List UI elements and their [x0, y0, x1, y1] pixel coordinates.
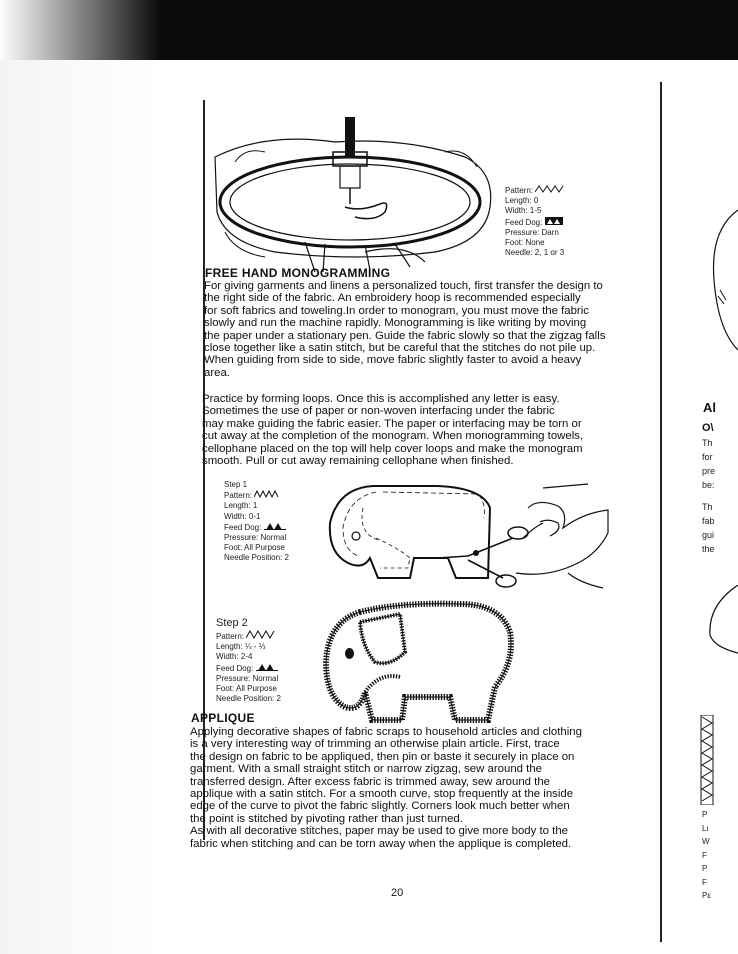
- spec-width: Width: 1-5: [505, 206, 542, 216]
- monogram-paragraph-1: [204, 280, 616, 379]
- spec-foot: Foot: None: [505, 238, 545, 248]
- spec-needle: Needle Position: 2: [224, 553, 289, 563]
- elephant-cutout-illustration: [318, 478, 610, 596]
- spec-foot: Foot: All Purpose: [216, 684, 277, 694]
- text-fragment: Th: [702, 438, 713, 448]
- text-line: the right side of the fabric. An embroidery hoop is recommended especially: [204, 292, 581, 305]
- text-line: cellophane placed on the top will help cover loops and make the monogram: [202, 442, 583, 455]
- text-fragment: Pε: [702, 891, 711, 900]
- text-line: For giving garments and linens a personalized touch, first transfer the design to: [204, 280, 603, 292]
- text-fragment: F: [702, 877, 707, 887]
- text-fragment: P: [702, 810, 708, 819]
- text-line: garment. With a small straight stitch or narrow zigzag, sew around the: [190, 763, 542, 776]
- text-line: the paper under a stationary pen. Guide the fabric slowly so that the zigzag falls: [204, 329, 606, 342]
- section-heading-applique: APPLIQUE: [191, 711, 255, 725]
- page-number: 20: [391, 887, 404, 899]
- text-fragment: be:: [702, 480, 715, 490]
- text-line: is a very interesting way of trimming an otherwise plain article. First, trace: [190, 738, 560, 751]
- text-line: the design on fabric to be appliqued, then pin or baste it securely in place on: [190, 750, 575, 763]
- scan-corner-fade: [0, 0, 160, 60]
- text-fragment: gui: [702, 530, 715, 540]
- text-line: As with all decorative stitches, paper may be used to give more body to the: [190, 825, 568, 838]
- next-page-stitch-sample: [700, 715, 714, 805]
- spec-feed-dog: Feed Dog:: [224, 522, 262, 532]
- spec-needle: Needle Position: 2: [216, 694, 281, 704]
- spec-feed-dog: Feed Dog:: [216, 663, 254, 673]
- spec-pressure: Pressure: Normal: [216, 673, 279, 683]
- text-line: Sometimes the use of paper or non-woven interfacing under the fabric: [202, 405, 555, 418]
- text-line: the point is stitched by pivoting rather than just turned.: [190, 812, 463, 825]
- spec-length: Length: 1: [224, 501, 258, 511]
- text-fragment: the: [702, 544, 715, 554]
- next-page-illustration-fragment: [700, 585, 738, 655]
- step1-settings: [224, 480, 289, 564]
- text-line: close together like a satin stitch, but be careful that the stitches do not pile up.: [204, 342, 596, 355]
- text-line: transferred design. After excess fabric is trimmed away, sew around the: [190, 775, 551, 788]
- spec-needle: Needle: 2, 1 or 3: [505, 248, 565, 258]
- zigzag-pattern-icon: [246, 630, 278, 639]
- text-fragment: P: [702, 864, 708, 873]
- step-title: Step 2: [216, 617, 248, 629]
- monogram-paragraph-2: [202, 393, 614, 467]
- text-line: for soft fabrics and toweling.In order to monogram, you must move the fabric: [204, 304, 589, 317]
- spec-foot: Foot: All Purpose: [224, 543, 285, 553]
- text-line: When guiding from side to side, move fabric slightly faster to avoid a heavy: [204, 354, 582, 367]
- step-title: Step 1: [224, 480, 248, 489]
- next-page-heading: Al: [703, 400, 716, 415]
- text-line: Practice by forming loops. Once this is accomplished any letter is easy.: [202, 393, 560, 405]
- text-fragment: pre: [702, 466, 716, 476]
- text-line: cut away at the completion of the monogram. When monogramming towels,: [202, 430, 584, 443]
- spec-length: Length: ¼ - ⅓: [216, 642, 266, 652]
- spec-pattern: Pattern:: [224, 491, 253, 501]
- text-line: applique with a satin stitch. For a smooth curve, stop frequently at the inside: [190, 788, 574, 801]
- monogram-settings: [505, 185, 565, 258]
- section-heading-monogramming: FREE HAND MONOGRAMMING: [205, 266, 391, 280]
- text-line: area.: [204, 366, 230, 379]
- spec-length: Length: 0: [505, 196, 539, 206]
- text-line: may make guiding the fabric easier. The paper or interfacing may be torn or: [202, 417, 582, 430]
- text-line: fabric when stitching and can be torn away when the applique is completed.: [190, 837, 572, 850]
- next-page-text-fragments: [702, 436, 715, 556]
- text-fragment: W: [702, 837, 710, 846]
- scan-left-margin: [0, 60, 160, 954]
- text-line: slowly and run the machine rapidly. Monogramming is like writing by moving: [204, 317, 587, 330]
- satin-stitch-elephant-illustration: [320, 592, 525, 732]
- spec-pressure: Pressure: Darn: [505, 227, 559, 237]
- text-line: edge of the curve to pivot the fabric slightly. Corners look much better when: [190, 800, 570, 813]
- spec-pattern: Pattern:: [216, 632, 245, 641]
- spec-width: Width: 0-1: [224, 511, 261, 521]
- text-line: smooth. Pull or cut away remaining cellophane when finished.: [202, 455, 514, 468]
- zigzag-pattern-icon: [254, 490, 280, 498]
- page-fold-line: [660, 82, 662, 942]
- feed-dog-down-icon: [545, 217, 563, 225]
- next-page-illustration-fragment: [700, 200, 738, 360]
- step2-settings: [216, 617, 281, 704]
- spec-pattern: Pattern:: [505, 186, 534, 195]
- next-page-subheading: O\: [702, 422, 714, 434]
- feed-dog-up-icon: [264, 522, 286, 530]
- text-fragment: Lı: [702, 823, 709, 833]
- spec-pressure: Pressure: Normal: [224, 533, 287, 543]
- elephant-eye-dot: [345, 648, 354, 659]
- spec-width: Width: 2-4: [216, 652, 253, 662]
- applique-paragraph: [190, 726, 594, 850]
- feed-dog-up-icon: [256, 663, 278, 671]
- text-fragment: fab: [702, 516, 715, 526]
- next-page-spec-fragments: [702, 808, 711, 903]
- embroidery-hoop-illustration: [205, 112, 505, 277]
- zigzag-pattern-icon: [535, 185, 565, 193]
- text-fragment: F: [702, 850, 707, 860]
- text-fragment: Th: [702, 502, 713, 512]
- text-line: Applying decorative shapes of fabric scraps to household articles and clothing: [190, 726, 582, 738]
- spec-feed-dog: Feed Dog:: [505, 217, 543, 227]
- text-fragment: for: [702, 452, 713, 462]
